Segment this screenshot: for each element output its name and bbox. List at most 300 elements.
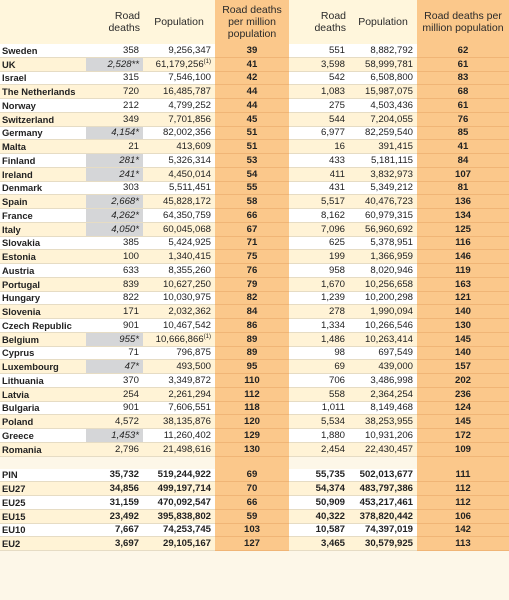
rate-a-cell (215, 277, 289, 291)
population-b-cell (349, 236, 417, 250)
country-cell (0, 374, 86, 388)
rate-b-cell-value: 107 (454, 168, 471, 180)
road-deaths-b-cell-value: 55,735 (315, 469, 345, 481)
table-row (0, 167, 509, 181)
population-b-cell (349, 126, 417, 140)
rate-b-cell-value: 76 (457, 113, 469, 125)
rate-b-cell-value: 157 (454, 361, 471, 373)
road-deaths-b-cell-value: 542 (328, 72, 345, 84)
road-deaths-b-cell (289, 99, 349, 113)
rate-a-cell-value: 58 (246, 196, 258, 208)
road-deaths-a-cell-value: 303 (122, 182, 139, 194)
rate-a-cell-value: 70 (246, 483, 258, 495)
country-cell-value: Malta (2, 141, 26, 153)
rate-b-cell (417, 154, 509, 168)
population-a-cell-value: 5,511,451 (169, 182, 211, 194)
population-a-cell (143, 319, 215, 333)
rate-b-cell (417, 319, 509, 333)
country-cell-value: EU10 (2, 524, 26, 536)
rate-a-cell (215, 57, 289, 71)
country-cell (0, 537, 86, 551)
population-a-cell-value: 16,485,787 (162, 86, 211, 98)
population-a-cell (143, 442, 215, 456)
rate-a-cell-value: 89 (246, 333, 258, 345)
rate-b-cell (417, 44, 509, 57)
road-deaths-a-cell-value: 720 (122, 86, 139, 98)
header-population-b: Population (349, 0, 417, 44)
road-deaths-b-cell-value: 433 (328, 154, 345, 166)
rate-a-cell (215, 236, 289, 250)
road-deaths-b-cell (289, 209, 349, 223)
population-b-cell (349, 250, 417, 264)
road-deaths-a-cell (86, 523, 143, 537)
population-b-cell-value: 2,364,254 (370, 388, 413, 400)
country-cell-value: EU2 (2, 538, 21, 550)
rate-a-cell (215, 401, 289, 415)
country-cell (0, 319, 86, 333)
road-deaths-a-cell-value: 349 (122, 113, 139, 125)
population-a-cell-value: 8,355,260 (168, 264, 211, 276)
population-a-cell (143, 401, 215, 415)
population-b-cell-value: 5,349,212 (370, 182, 413, 194)
country-cell-value: UK (2, 58, 16, 70)
population-a-cell-value: 7,546,100 (168, 72, 211, 84)
rate-b-cell-value: 111 (455, 469, 471, 481)
rate-b-cell-value: 236 (454, 388, 471, 400)
population-a-cell-value: 61,179,256 (155, 58, 204, 70)
header-rate-a: Road deaths per million population (215, 0, 289, 44)
population-a-cell-value: 10,467,542 (162, 319, 211, 331)
road-deaths-a-cell (86, 319, 143, 333)
country-cell-value: Portugal (2, 278, 41, 290)
road-deaths-a-cell (86, 346, 143, 360)
table-row (0, 99, 509, 113)
road-deaths-b-cell-value: 2,454 (320, 443, 345, 455)
population-b-cell-value: 1,366,959 (370, 251, 413, 263)
population-b-cell (349, 264, 417, 278)
population-b-cell (349, 181, 417, 195)
population-a-cell-value: 10,666,866 (155, 333, 204, 345)
population-a-cell (143, 291, 215, 305)
population-b-cell-value: 8,882,792 (370, 44, 413, 56)
country-cell (0, 236, 86, 250)
road-deaths-b-cell (289, 319, 349, 333)
rate-a-cell (215, 154, 289, 168)
road-deaths-b-cell (289, 291, 349, 305)
rate-a-cell (215, 415, 289, 429)
road-deaths-b-cell (289, 387, 349, 401)
rate-b-cell (417, 387, 509, 401)
road-deaths-a-cell (86, 305, 143, 319)
rate-a-cell (215, 387, 289, 401)
population-a-cell-value: 5,326,314 (168, 154, 211, 166)
rate-a-cell (215, 346, 289, 360)
population-a-cell-value: 2,032,362 (168, 306, 211, 318)
rate-b-cell (417, 415, 509, 429)
table-row (0, 85, 509, 99)
population-b-cell (349, 99, 417, 113)
table-row (0, 429, 509, 443)
road-deaths-b-cell-value: 98 (334, 347, 345, 359)
rate-a-cell-value: 112 (244, 388, 260, 400)
road-deaths-a-cell (86, 537, 143, 551)
footnote-marker: (1) (203, 58, 211, 65)
road-deaths-b-cell-value: 278 (328, 306, 345, 318)
table-row (0, 112, 509, 126)
rate-a-cell-value: 103 (243, 524, 260, 536)
population-a-cell (143, 469, 215, 482)
population-b-cell (349, 374, 417, 388)
rate-b-cell-value: 112 (455, 483, 471, 495)
population-b-cell-value: 58,999,781 (364, 58, 413, 70)
road-deaths-b-cell (289, 346, 349, 360)
rate-a-cell-value: 84 (246, 306, 258, 318)
country-cell (0, 469, 86, 482)
road-deaths-a-cell (86, 222, 143, 236)
rate-a-cell (215, 71, 289, 85)
rate-a-cell-value: 82 (246, 292, 258, 304)
table-row (0, 291, 509, 305)
population-a-cell (143, 209, 215, 223)
population-a-cell (143, 250, 215, 264)
population-b-cell-value: 5,181,115 (371, 154, 413, 166)
header-country (0, 0, 86, 44)
road-deaths-a-cell (86, 277, 143, 291)
rate-b-cell-value: 83 (457, 72, 469, 84)
population-a-cell-value: 64,350,759 (162, 209, 211, 221)
rate-b-cell-value: 145 (454, 416, 471, 428)
population-b-cell (349, 44, 417, 57)
table-row (0, 277, 509, 291)
population-b-cell (349, 154, 417, 168)
population-a-cell (143, 496, 215, 510)
road-deaths-b-cell-value: 1,239 (320, 292, 345, 304)
road-deaths-a-cell-value: 21 (128, 141, 139, 153)
country-cell-value: Austria (2, 264, 35, 276)
road-deaths-a-cell (86, 57, 143, 71)
country-cell (0, 482, 86, 496)
road-deaths-b-cell-value: 8,162 (320, 209, 345, 221)
population-b-cell-value: 391,415 (378, 141, 413, 153)
country-cell-value: Switzerland (2, 113, 55, 125)
road-deaths-b-cell (289, 126, 349, 140)
country-cell (0, 181, 86, 195)
population-b-cell-value: 10,256,658 (364, 278, 413, 290)
rate-b-cell (417, 181, 509, 195)
road-deaths-b-cell-value: 706 (328, 374, 345, 386)
table-row (0, 140, 509, 154)
population-a-cell (143, 222, 215, 236)
rate-b-cell (417, 442, 509, 456)
rate-a-cell-value: 75 (246, 251, 258, 263)
rate-a-cell (215, 509, 289, 523)
road-deaths-a-cell (86, 181, 143, 195)
rate-a-cell (215, 264, 289, 278)
rate-a-cell (215, 523, 289, 537)
header-population-a: Population (143, 0, 215, 44)
rate-b-cell (417, 305, 509, 319)
population-b-cell (349, 222, 417, 236)
rate-a-cell (215, 360, 289, 374)
rate-b-cell (417, 277, 509, 291)
road-deaths-a-cell-value: 2,528** (107, 58, 139, 70)
country-cell (0, 523, 86, 537)
table-row (0, 482, 509, 496)
road-deaths-a-cell (86, 209, 143, 223)
road-deaths-b-cell (289, 181, 349, 195)
road-deaths-b-cell (289, 442, 349, 456)
rate-a-cell (215, 195, 289, 209)
population-a-cell (143, 126, 215, 140)
road-deaths-a-cell-value: 4,154* (111, 127, 139, 139)
population-a-cell-value: 38,135,876 (162, 416, 211, 428)
table-row (0, 360, 509, 374)
table-row (0, 346, 509, 360)
population-b-cell (349, 387, 417, 401)
population-b-cell (349, 346, 417, 360)
rate-a-cell-value: 89 (246, 347, 258, 359)
population-a-cell-value: 499,197,714 (157, 483, 211, 495)
population-b-cell-value: 22,430,457 (364, 443, 413, 455)
road-deaths-a-cell-value: 3,697 (114, 538, 139, 550)
rate-b-cell-value: 62 (457, 44, 469, 56)
country-cell-value: Cyprus (2, 347, 35, 359)
country-cell-value: France (2, 209, 33, 221)
road-deaths-b-cell-value: 40,322 (315, 510, 345, 522)
population-b-cell-value: 15,987,075 (364, 86, 413, 98)
population-b-cell-value: 6,508,800 (370, 72, 413, 84)
road-deaths-a-cell (86, 71, 143, 85)
table-row (0, 332, 509, 346)
road-deaths-b-cell (289, 469, 349, 482)
road-deaths-a-cell (86, 332, 143, 346)
road-deaths-b-cell (289, 167, 349, 181)
table-row (0, 319, 509, 333)
road-deaths-a-cell (86, 509, 143, 523)
table-row (0, 57, 509, 71)
rate-a-cell-value: 120 (243, 416, 260, 428)
road-deaths-b-cell (289, 509, 349, 523)
road-deaths-a-cell-value: 839 (122, 278, 139, 290)
rate-b-cell-value: 125 (454, 223, 471, 235)
country-cell-value: Bulgaria (2, 402, 40, 414)
rate-a-cell (215, 469, 289, 482)
country-cell (0, 264, 86, 278)
population-b-cell-value: 10,266,546 (364, 319, 413, 331)
population-b-cell (349, 112, 417, 126)
country-cell-value: Romania (2, 443, 42, 455)
rate-b-cell-value: 136 (454, 196, 471, 208)
rate-a-cell-value: 44 (246, 99, 258, 111)
road-deaths-b-cell-value: 625 (328, 237, 345, 249)
road-deaths-b-cell-value: 275 (328, 99, 345, 111)
population-a-cell-value: 60,045,068 (162, 223, 211, 235)
road-deaths-a-cell-value: 385 (122, 237, 139, 249)
rate-b-cell-value: 142 (454, 524, 471, 536)
rate-b-cell-value: 145 (454, 333, 471, 345)
table-row (0, 537, 509, 551)
road-deaths-a-cell-value: 370 (122, 374, 139, 386)
road-deaths-a-cell (86, 442, 143, 456)
country-cell-value: Israel (2, 72, 27, 84)
country-cell (0, 360, 86, 374)
rate-b-cell-value: 124 (454, 402, 471, 414)
rate-a-cell (215, 482, 289, 496)
header-road-deaths-a: Road deaths (86, 0, 143, 44)
rate-b-cell (417, 429, 509, 443)
population-b-cell-value: 453,217,461 (359, 496, 413, 508)
population-b-cell (349, 415, 417, 429)
road-deaths-b-cell (289, 140, 349, 154)
rate-b-cell (417, 291, 509, 305)
country-cell (0, 209, 86, 223)
road-deaths-b-cell-value: 1,670 (320, 278, 345, 290)
population-a-cell (143, 482, 215, 496)
population-b-cell (349, 305, 417, 319)
population-b-cell (349, 332, 417, 346)
rate-b-cell (417, 264, 509, 278)
population-b-cell-value: 1,990,094 (370, 306, 413, 318)
road-deaths-b-cell (289, 415, 349, 429)
table-row (0, 209, 509, 223)
road-deaths-b-cell-value: 1,083 (320, 86, 345, 98)
country-cell (0, 291, 86, 305)
road-deaths-b-cell-value: 558 (328, 388, 345, 400)
road-deaths-a-cell-value: 7,667 (114, 524, 139, 536)
country-cell-value: EU25 (2, 496, 26, 508)
road-deaths-b-cell-value: 50,909 (315, 496, 345, 508)
population-b-cell (349, 209, 417, 223)
road-deaths-b-cell-value: 1,011 (321, 402, 345, 414)
country-cell (0, 346, 86, 360)
road-deaths-b-cell-value: 199 (328, 251, 345, 263)
country-cell-value: Lithuania (2, 374, 44, 386)
road-deaths-b-cell (289, 71, 349, 85)
country-cell (0, 126, 86, 140)
rate-a-cell-value: 51 (246, 127, 258, 139)
country-cell (0, 222, 86, 236)
country-cell (0, 167, 86, 181)
road-deaths-b-cell-value: 7,096 (320, 223, 345, 235)
country-cell-value: Slovenia (2, 306, 41, 318)
country-cell (0, 509, 86, 523)
population-b-cell-value: 439,000 (378, 361, 413, 373)
road-deaths-a-cell (86, 126, 143, 140)
road-deaths-a-cell (86, 236, 143, 250)
road-deaths-a-cell (86, 429, 143, 443)
rate-a-cell (215, 126, 289, 140)
table-row (0, 126, 509, 140)
rate-b-cell (417, 250, 509, 264)
population-a-cell-value: 4,450,014 (168, 168, 211, 180)
rate-a-cell (215, 140, 289, 154)
rate-b-cell-value: 113 (455, 538, 471, 550)
population-b-cell (349, 496, 417, 510)
road-deaths-a-cell (86, 374, 143, 388)
country-cell (0, 85, 86, 99)
rate-a-cell-value: 67 (246, 223, 258, 235)
population-a-cell (143, 236, 215, 250)
road-deaths-a-cell-value: 212 (122, 99, 139, 111)
road-deaths-a-cell-value: 71 (128, 347, 139, 359)
population-b-cell (349, 140, 417, 154)
table-row (0, 71, 509, 85)
rate-a-cell-value: 69 (246, 469, 258, 481)
road-deaths-b-cell (289, 277, 349, 291)
road-deaths-a-cell-value: 100 (122, 251, 139, 263)
rate-a-cell-value: 130 (243, 443, 260, 455)
country-cell (0, 195, 86, 209)
population-a-cell (143, 57, 215, 71)
road-deaths-a-cell-value: 34,856 (109, 483, 139, 495)
table-row (0, 387, 509, 401)
rate-b-cell-value: 61 (457, 99, 469, 111)
country-cell-value: EU27 (2, 483, 26, 495)
population-b-cell-value: 10,931,206 (364, 429, 413, 441)
population-b-cell-value: 378,820,442 (359, 510, 413, 522)
road-deaths-a-cell-value: 47* (124, 361, 139, 373)
country-cell (0, 442, 86, 456)
aggregate-rows (0, 469, 509, 551)
rate-a-cell (215, 167, 289, 181)
country-cell-value: Poland (2, 416, 34, 428)
road-deaths-b-cell (289, 112, 349, 126)
road-deaths-b-cell (289, 195, 349, 209)
rate-a-cell (215, 319, 289, 333)
population-b-cell (349, 442, 417, 456)
population-b-cell (349, 195, 417, 209)
header-road-deaths-b: Road deaths (289, 0, 349, 44)
rate-b-cell (417, 222, 509, 236)
road-deaths-b-cell (289, 496, 349, 510)
rate-b-cell-value: 130 (454, 319, 471, 331)
rate-b-cell-value: 116 (455, 237, 471, 249)
country-cell (0, 250, 86, 264)
population-b-cell (349, 360, 417, 374)
rate-a-cell-value: 86 (246, 319, 258, 331)
country-cell (0, 44, 86, 57)
road-deaths-a-cell (86, 250, 143, 264)
rate-a-cell (215, 537, 289, 551)
rate-b-cell (417, 236, 509, 250)
rate-b-cell (417, 401, 509, 415)
population-a-cell (143, 195, 215, 209)
rate-a-cell-value: 66 (246, 496, 258, 508)
population-a-cell (143, 509, 215, 523)
road-deaths-b-cell-value: 16 (334, 141, 345, 153)
road-deaths-b-cell (289, 360, 349, 374)
rate-b-cell (417, 469, 509, 482)
road-deaths-b-cell-value: 6,977 (320, 127, 345, 139)
rate-a-cell (215, 44, 289, 57)
rate-b-cell-value: 119 (455, 264, 471, 276)
population-b-cell (349, 167, 417, 181)
table-row (0, 401, 509, 415)
table-row (0, 442, 509, 456)
rate-b-cell-value: 163 (454, 278, 471, 290)
population-b-cell (349, 469, 417, 482)
road-deaths-a-cell-value: 4,572 (114, 416, 139, 428)
road-deaths-a-cell-value: 4,262* (111, 209, 139, 221)
population-b-cell-value: 38,253,955 (364, 416, 413, 428)
population-b-cell-value: 60,979,315 (364, 209, 413, 221)
population-a-cell (143, 140, 215, 154)
table-row (0, 509, 509, 523)
country-cell (0, 401, 86, 415)
road-deaths-b-cell-value: 551 (328, 44, 345, 56)
population-a-cell-value: 9,256,347 (168, 44, 211, 56)
rate-b-cell (417, 496, 509, 510)
